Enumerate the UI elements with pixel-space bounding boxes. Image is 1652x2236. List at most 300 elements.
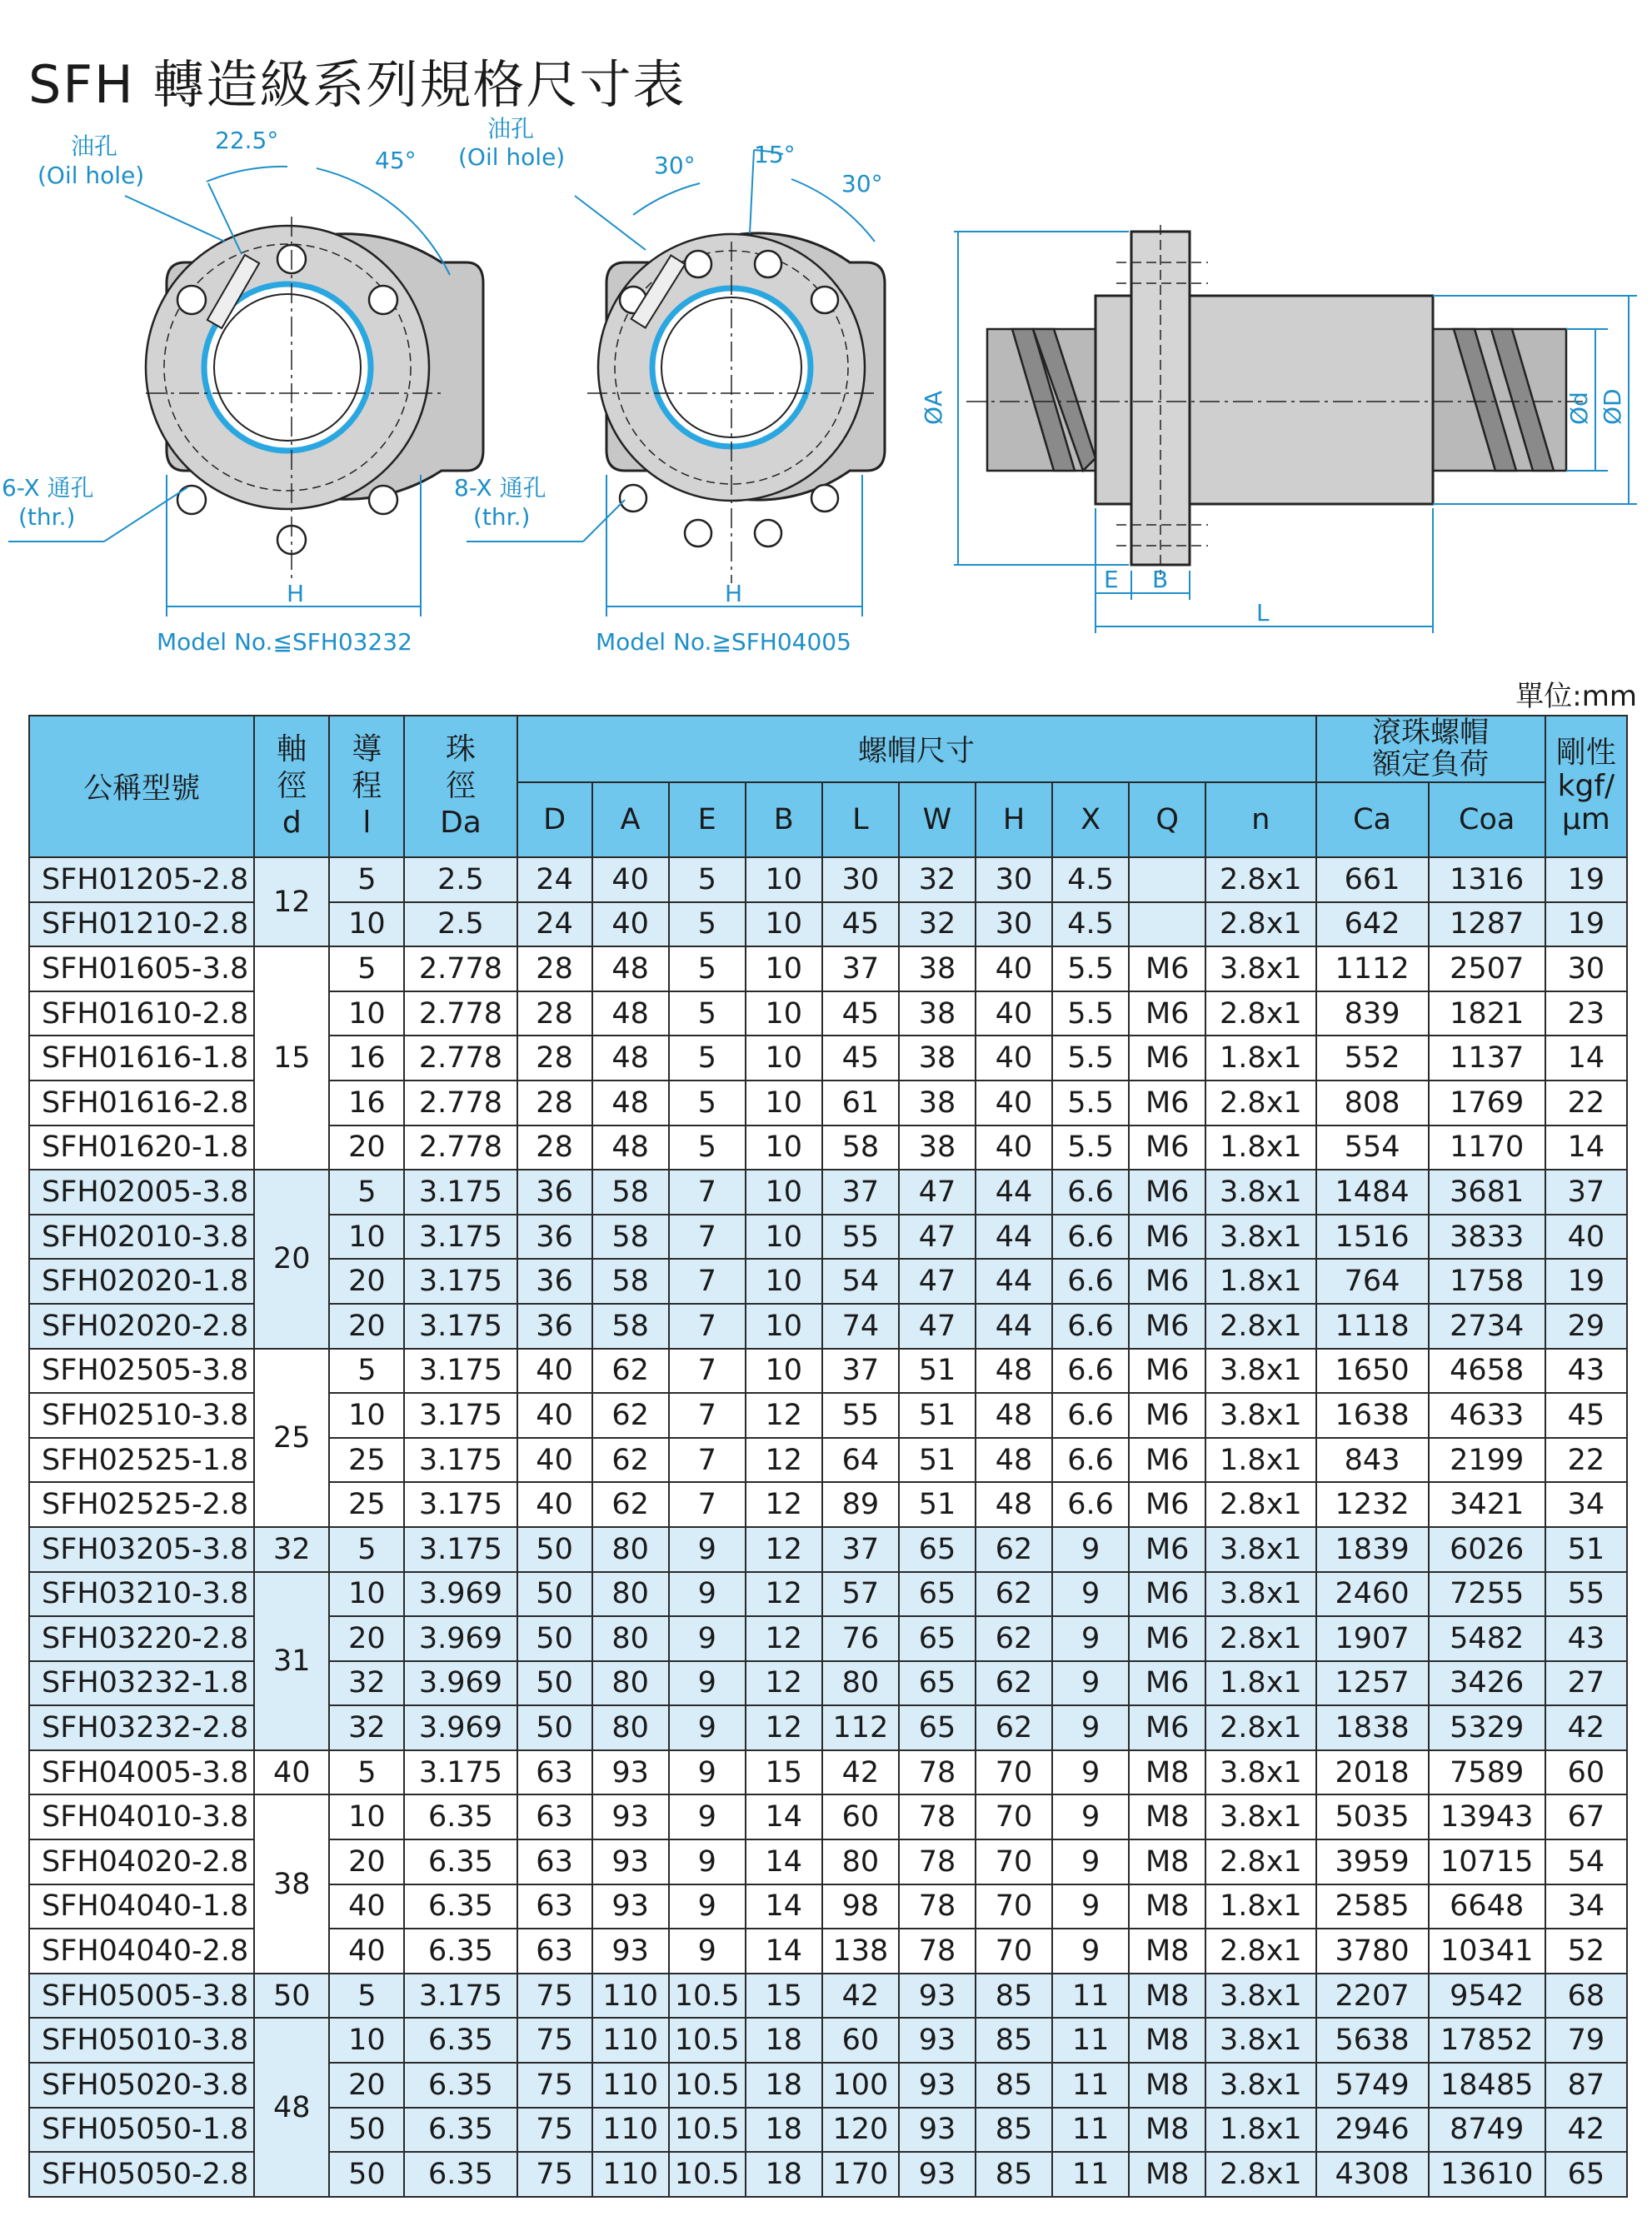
- nut-d-cell: 75: [517, 2018, 592, 2063]
- ball-diameter-cell: 3.969: [404, 1572, 517, 1617]
- nut-a-cell: 40: [592, 902, 669, 947]
- nut-h-cell: 70: [976, 1750, 1052, 1795]
- e-dimension-label: E: [1104, 566, 1119, 593]
- nut-h-cell: 48: [976, 1349, 1052, 1394]
- rigidity-cell: 54: [1545, 1839, 1627, 1884]
- nut-a-cell: 62: [592, 1349, 669, 1394]
- lead-cell: 5: [329, 1349, 404, 1394]
- nut-w-cell: 93: [899, 2108, 976, 2153]
- model-number-cell: SFH03232-2.8: [29, 1705, 254, 1750]
- nut-q-cell: M6: [1129, 991, 1205, 1036]
- nut-b-cell: 12: [746, 1482, 822, 1527]
- lead-cell: 10: [329, 991, 404, 1036]
- table-row: [29, 1170, 1627, 1215]
- nut-e-cell: 5: [669, 1125, 746, 1170]
- nut-l-cell: 60: [822, 2018, 899, 2063]
- static-load-coa-cell: 7255: [1429, 1572, 1545, 1617]
- nut-x-cell: 6.6: [1052, 1438, 1129, 1483]
- ball-diameter-cell: 3.969: [404, 1705, 517, 1750]
- ball-diameter-cell: 2.778: [404, 1036, 517, 1081]
- rigidity-cell: 22: [1545, 1438, 1627, 1483]
- nut-q-cell: M6: [1129, 1572, 1205, 1617]
- header-shaft: [254, 716, 329, 857]
- nut-x-cell: 9: [1052, 1705, 1129, 1750]
- model-number-cell: SFH05050-2.8: [29, 2152, 254, 2197]
- nut-w-cell: 65: [899, 1705, 976, 1750]
- b-dimension-label: B: [1152, 566, 1169, 593]
- nut-x-cell: 11: [1052, 2063, 1129, 2108]
- nut-l-cell: 30: [822, 857, 899, 902]
- angle-30-label-b: 30°: [841, 170, 883, 197]
- ball-diameter-cell: 3.175: [404, 1974, 517, 2019]
- dynamic-load-ca-cell: 5035: [1316, 1794, 1429, 1839]
- nut-e-cell: 7: [669, 1215, 746, 1260]
- ball-diameter-cell: 6.35: [404, 2018, 517, 2063]
- nut-d-cell: 36: [517, 1215, 592, 1260]
- lead-cell: 5: [329, 857, 404, 902]
- nut-h-cell: 85: [976, 1974, 1052, 2019]
- nut-w-cell: 78: [899, 1884, 976, 1929]
- header-rigidity-line1: 剛性: [1555, 736, 1616, 770]
- nut-h-cell: 62: [976, 1661, 1052, 1706]
- nut-d-cell: 40: [517, 1393, 592, 1438]
- lead-cell: 32: [329, 1661, 404, 1706]
- nut-l-cell: 58: [822, 1125, 899, 1170]
- nut-l-cell: 74: [822, 1304, 899, 1349]
- ball-diameter-cell: 3.175: [404, 1750, 517, 1795]
- nut-w-cell: 38: [899, 991, 976, 1036]
- model-number-cell: SFH01616-2.8: [29, 1081, 254, 1125]
- nut-q-cell: M6: [1129, 1527, 1205, 1572]
- rigidity-cell: 22: [1545, 1081, 1627, 1125]
- nut-b-cell: 10: [746, 1036, 822, 1081]
- nut-b-cell: 10: [746, 857, 822, 902]
- header-nut-dimensions: 螺帽尺寸: [517, 716, 1316, 782]
- static-load-coa-cell: 1769: [1429, 1081, 1545, 1125]
- model-number-cell: SFH05050-1.8: [29, 2108, 254, 2153]
- ball-diameter-cell: 3.175: [404, 1304, 517, 1349]
- nut-w-cell: 51: [899, 1438, 976, 1483]
- nut-x-cell: 5.5: [1052, 946, 1129, 991]
- ball-diameter-cell: 6.35: [404, 2108, 517, 2153]
- dynamic-load-ca-cell: 661: [1316, 857, 1429, 902]
- lead-cell: 40: [329, 1929, 404, 1974]
- nut-x-cell: 6.6: [1052, 1170, 1129, 1215]
- header-rigidity: [1545, 716, 1627, 857]
- rigidity-cell: 45: [1545, 1393, 1627, 1438]
- nut-e-cell: 10.5: [669, 2152, 746, 2197]
- nut-x-cell: 6.6: [1052, 1482, 1129, 1527]
- nut-n-cell: 2.8x1: [1205, 1705, 1315, 1750]
- dynamic-load-ca-cell: 1650: [1316, 1349, 1429, 1394]
- nut-b-cell: 15: [746, 1974, 822, 2019]
- nut-n-cell: 2.8x1: [1205, 1839, 1315, 1884]
- lead-cell: 10: [329, 1215, 404, 1260]
- nut-h-cell: 40: [976, 991, 1052, 1036]
- model-number-cell: SFH02010-3.8: [29, 1215, 254, 1260]
- nut-l-cell: 80: [822, 1661, 899, 1706]
- dynamic-load-ca-cell: 1112: [1316, 946, 1429, 991]
- nut-q-cell: M6: [1129, 1125, 1205, 1170]
- static-load-coa-cell: 1821: [1429, 991, 1545, 1036]
- header-nut-w: W: [899, 782, 976, 857]
- nut-n-cell: 2.8x1: [1205, 1304, 1315, 1349]
- header-nut-b: B: [746, 782, 822, 857]
- nut-b-cell: 12: [746, 1572, 822, 1617]
- dynamic-load-ca-cell: 839: [1316, 991, 1429, 1036]
- lead-cell: 25: [329, 1482, 404, 1527]
- nut-d-cell: 50: [517, 1705, 592, 1750]
- rigidity-cell: 29: [1545, 1304, 1627, 1349]
- nut-l-cell: 138: [822, 1929, 899, 1974]
- dynamic-load-ca-cell: 554: [1316, 1125, 1429, 1170]
- rigidity-cell: 19: [1545, 902, 1627, 947]
- nut-b-cell: 18: [746, 2152, 822, 2197]
- nut-w-cell: 32: [899, 902, 976, 947]
- dynamic-load-ca-cell: 1516: [1316, 1215, 1429, 1260]
- nut-e-cell: 7: [669, 1393, 746, 1438]
- model-number-cell: SFH03210-3.8: [29, 1572, 254, 1617]
- dynamic-load-ca-cell: 642: [1316, 902, 1429, 947]
- dynamic-load-ca-cell: 1484: [1316, 1170, 1429, 1215]
- model-number-cell: SFH03232-1.8: [29, 1661, 254, 1706]
- nut-n-cell: 1.8x1: [1205, 1438, 1315, 1483]
- ball-diameter-cell: 2.778: [404, 1081, 517, 1125]
- nut-b-cell: 18: [746, 2018, 822, 2063]
- nut-q-cell: M6: [1129, 946, 1205, 991]
- model-number-cell: SFH01210-2.8: [29, 902, 254, 947]
- nut-x-cell: 6.6: [1052, 1215, 1129, 1260]
- nut-e-cell: 9: [669, 1929, 746, 1974]
- nut-d-cell: 40: [517, 1482, 592, 1527]
- header-ball-line2: 徑: [445, 769, 476, 803]
- nut-q-cell: M6: [1129, 1349, 1205, 1394]
- nut-x-cell: 5.5: [1052, 1081, 1129, 1125]
- nut-q-cell: M6: [1129, 1215, 1205, 1260]
- static-load-coa-cell: 17852: [1429, 2018, 1545, 2063]
- rigidity-cell: 52: [1545, 1929, 1627, 1974]
- nut-b-cell: 12: [746, 1705, 822, 1750]
- ball-diameter-cell: 6.35: [404, 1929, 517, 1974]
- nut-h-cell: 70: [976, 1839, 1052, 1884]
- nut-w-cell: 65: [899, 1661, 976, 1706]
- nut-x-cell: 9: [1052, 1884, 1129, 1929]
- nut-w-cell: 51: [899, 1393, 976, 1438]
- model-number-cell: SFH04040-2.8: [29, 1929, 254, 1974]
- l-dimension-label: L: [1256, 599, 1270, 626]
- flange-front-view-8-hole: [454, 117, 885, 656]
- nut-n-cell: 3.8x1: [1205, 2063, 1315, 2108]
- rigidity-cell: 27: [1545, 1661, 1627, 1706]
- header-load-coa: Coa: [1429, 782, 1545, 857]
- rigidity-cell: 51: [1545, 1527, 1627, 1572]
- nut-l-cell: 37: [822, 946, 899, 991]
- static-load-coa-cell: 13943: [1429, 1794, 1545, 1839]
- nut-n-cell: 1.8x1: [1205, 2108, 1315, 2153]
- header-nut-d: D: [517, 782, 592, 857]
- nut-b-cell: 12: [746, 1616, 822, 1661]
- lead-cell: 5: [329, 1527, 404, 1572]
- lead-cell: 50: [329, 2152, 404, 2197]
- lead-cell: 10: [329, 2018, 404, 2063]
- nut-l-cell: 57: [822, 1572, 899, 1617]
- nut-a-cell: 110: [592, 1974, 669, 2019]
- dynamic-load-ca-cell: 3780: [1316, 1929, 1429, 1974]
- nut-x-cell: 4.5: [1052, 857, 1129, 902]
- nut-a-cell: 58: [592, 1259, 669, 1304]
- rigidity-cell: 55: [1545, 1572, 1627, 1617]
- nut-e-cell: 10.5: [669, 2108, 746, 2153]
- nut-e-cell: 5: [669, 902, 746, 947]
- nut-d-cell: 28: [517, 1081, 592, 1125]
- rigidity-cell: 19: [1545, 857, 1627, 902]
- nut-n-cell: 3.8x1: [1205, 1974, 1315, 2019]
- nut-w-cell: 93: [899, 1974, 976, 2019]
- static-load-coa-cell: 6026: [1429, 1527, 1545, 1572]
- nut-e-cell: 5: [669, 1081, 746, 1125]
- nut-h-cell: 44: [976, 1304, 1052, 1349]
- nut-a-cell: 62: [592, 1482, 669, 1527]
- spec-table: [28, 715, 1628, 2198]
- lead-cell: 16: [329, 1081, 404, 1125]
- rigidity-cell: 34: [1545, 1884, 1627, 1929]
- nut-b-cell: 12: [746, 1438, 822, 1483]
- nut-e-cell: 7: [669, 1304, 746, 1349]
- static-load-coa-cell: 3681: [1429, 1170, 1545, 1215]
- model-number-cell: SFH03220-2.8: [29, 1616, 254, 1661]
- nut-q-cell: M6: [1129, 1036, 1205, 1081]
- ball-screw-side-view: [920, 225, 1637, 633]
- nut-n-cell: 2.8x1: [1205, 991, 1315, 1036]
- thru-hole-label-en-2: (thr.): [473, 503, 531, 531]
- nut-q-cell: M6: [1129, 1438, 1205, 1483]
- header-shaft-line2: 徑: [277, 769, 307, 803]
- ball-diameter-cell: 2.778: [404, 946, 517, 991]
- rigidity-cell: 68: [1545, 1974, 1627, 2019]
- nut-w-cell: 38: [899, 1125, 976, 1170]
- static-load-coa-cell: 1170: [1429, 1125, 1545, 1170]
- rigidity-cell: 14: [1545, 1036, 1627, 1081]
- nut-l-cell: 80: [822, 1839, 899, 1884]
- nut-x-cell: 6.6: [1052, 1304, 1129, 1349]
- nut-a-cell: 93: [592, 1839, 669, 1884]
- nut-a-cell: 62: [592, 1393, 669, 1438]
- nut-b-cell: 10: [746, 1215, 822, 1260]
- nut-q-cell: M8: [1129, 1884, 1205, 1929]
- nut-h-cell: 40: [976, 1036, 1052, 1081]
- header-nut-l: L: [822, 782, 899, 857]
- static-load-coa-cell: 2199: [1429, 1438, 1545, 1483]
- nut-b-cell: 15: [746, 1750, 822, 1795]
- nut-h-cell: 85: [976, 2108, 1052, 2153]
- nut-a-cell: 58: [592, 1170, 669, 1215]
- nut-e-cell: 7: [669, 1438, 746, 1483]
- nut-n-cell: 3.8x1: [1205, 1170, 1315, 1215]
- ball-diameter-cell: 2.5: [404, 902, 517, 947]
- rigidity-cell: 67: [1545, 1794, 1627, 1839]
- header-model: 公稱型號: [29, 716, 254, 857]
- header-nut-x: X: [1052, 782, 1129, 857]
- nut-a-cell: 80: [592, 1527, 669, 1572]
- nut-w-cell: 93: [899, 2152, 976, 2197]
- nut-w-cell: 65: [899, 1527, 976, 1572]
- model-number-cell: SFH02020-2.8: [29, 1304, 254, 1349]
- nut-d-cell: 24: [517, 902, 592, 947]
- nut-e-cell: 7: [669, 1170, 746, 1215]
- table-row: [29, 1349, 1627, 1394]
- nut-e-cell: 5: [669, 1036, 746, 1081]
- nut-a-cell: 80: [592, 1661, 669, 1706]
- h-dimension-label-2: H: [725, 580, 743, 607]
- nut-w-cell: 78: [899, 1929, 976, 1974]
- nut-e-cell: 9: [669, 1572, 746, 1617]
- nut-d-cell: 28: [517, 946, 592, 991]
- nut-a-cell: 93: [592, 1794, 669, 1839]
- nut-x-cell: 6.6: [1052, 1259, 1129, 1304]
- nut-b-cell: 10: [746, 902, 822, 947]
- header-load-ca: Ca: [1316, 782, 1429, 857]
- static-load-coa-cell: 5482: [1429, 1616, 1545, 1661]
- dynamic-load-ca-cell: 3959: [1316, 1839, 1429, 1884]
- nut-x-cell: 5.5: [1052, 991, 1129, 1036]
- lead-cell: 20: [329, 2063, 404, 2108]
- ball-diameter-cell: 6.35: [404, 2063, 517, 2108]
- dynamic-load-ca-cell: 1839: [1316, 1527, 1429, 1572]
- nut-x-cell: 9: [1052, 1527, 1129, 1572]
- nut-x-cell: 11: [1052, 2108, 1129, 2153]
- nut-d-cell: 50: [517, 1527, 592, 1572]
- model-number-cell: SFH04040-1.8: [29, 1884, 254, 1929]
- lead-cell: 10: [329, 1572, 404, 1617]
- lead-cell: 20: [329, 1125, 404, 1170]
- nut-h-cell: 30: [976, 857, 1052, 902]
- nut-n-cell: 3.8x1: [1205, 2018, 1315, 2063]
- nut-l-cell: 55: [822, 1215, 899, 1260]
- angle-15-label: 15°: [754, 141, 796, 168]
- nut-b-cell: 12: [746, 1527, 822, 1572]
- lead-cell: 20: [329, 1259, 404, 1304]
- shaft-diameter-cell: 15: [254, 946, 329, 1170]
- ball-diameter-cell: 3.969: [404, 1616, 517, 1661]
- static-load-coa-cell: 3421: [1429, 1482, 1545, 1527]
- nut-x-cell: 6.6: [1052, 1393, 1129, 1438]
- ball-diameter-cell: 2.778: [404, 1125, 517, 1170]
- dynamic-load-ca-cell: 2207: [1316, 1974, 1429, 2019]
- model-number-cell: SFH01610-2.8: [29, 991, 254, 1036]
- lead-cell: 10: [329, 1794, 404, 1839]
- static-load-coa-cell: 2507: [1429, 946, 1545, 991]
- dynamic-load-ca-cell: 1257: [1316, 1661, 1429, 1706]
- model-number-cell: SFH01616-1.8: [29, 1036, 254, 1081]
- nut-d-cell: 63: [517, 1929, 592, 1974]
- nut-d-cell: 50: [517, 1616, 592, 1661]
- nut-q-cell: M8: [1129, 2108, 1205, 2153]
- model-note-left: Model No.≦SFH03232: [157, 628, 412, 656]
- nut-d-cell: 63: [517, 1794, 592, 1839]
- dynamic-load-ca-cell: 1232: [1316, 1482, 1429, 1527]
- dynamic-load-ca-cell: 1907: [1316, 1616, 1429, 1661]
- nut-e-cell: 9: [669, 1527, 746, 1572]
- nut-l-cell: 54: [822, 1259, 899, 1304]
- nut-l-cell: 55: [822, 1393, 899, 1438]
- nut-w-cell: 65: [899, 1616, 976, 1661]
- nut-l-cell: 37: [822, 1527, 899, 1572]
- ball-diameter-cell: 6.35: [404, 1839, 517, 1884]
- nut-a-cell: 110: [592, 2152, 669, 2197]
- nut-w-cell: 47: [899, 1170, 976, 1215]
- angle-30-label-a: 30°: [654, 152, 696, 179]
- nut-e-cell: 5: [669, 991, 746, 1036]
- nut-b-cell: 10: [746, 1304, 822, 1349]
- nut-l-cell: 112: [822, 1705, 899, 1750]
- header-ball-line1: 珠: [445, 732, 476, 766]
- nut-n-cell: 1.8x1: [1205, 1661, 1315, 1706]
- nut-q-cell: M8: [1129, 1929, 1205, 1974]
- nut-n-cell: 2.8x1: [1205, 1482, 1315, 1527]
- nut-l-cell: 45: [822, 991, 899, 1036]
- nut-d-cell: 28: [517, 1125, 592, 1170]
- nut-q-cell: M8: [1129, 2063, 1205, 2108]
- nut-a-cell: 80: [592, 1572, 669, 1617]
- nut-h-cell: 48: [976, 1393, 1052, 1438]
- nut-w-cell: 78: [899, 1750, 976, 1795]
- nut-q-cell: M8: [1129, 1839, 1205, 1884]
- shaft-diameter-cell: 38: [254, 1794, 329, 1973]
- nut-n-cell: 2.8x1: [1205, 1081, 1315, 1125]
- nut-q-cell: M8: [1129, 1794, 1205, 1839]
- nut-d-cell: 75: [517, 1974, 592, 2019]
- model-number-cell: SFH02020-1.8: [29, 1259, 254, 1304]
- oil-hole-label-cn: 油孔: [71, 132, 118, 160]
- header-load-line1: 滾珠螺帽: [1372, 716, 1490, 750]
- lead-cell: 10: [329, 902, 404, 947]
- nut-e-cell: 7: [669, 1259, 746, 1304]
- static-load-coa-cell: 6648: [1429, 1884, 1545, 1929]
- nut-d-cell: 50: [517, 1661, 592, 1706]
- nut-q-cell: M6: [1129, 1081, 1205, 1125]
- oil-hole-label-cn-2: 油孔: [487, 117, 535, 142]
- nut-d-cell: 28: [517, 1036, 592, 1081]
- nut-d-cell: 75: [517, 2108, 592, 2153]
- dia-a-label: ØA: [920, 390, 947, 425]
- nut-w-cell: 93: [899, 2063, 976, 2108]
- nut-d-cell: 75: [517, 2152, 592, 2197]
- nut-a-cell: 80: [592, 1705, 669, 1750]
- table-row: [29, 1572, 1627, 1617]
- dia-d-small-label: Ød: [1565, 392, 1593, 425]
- ball-diameter-cell: 3.175: [404, 1215, 517, 1260]
- rigidity-cell: 37: [1545, 1170, 1627, 1215]
- nut-x-cell: 5.5: [1052, 1036, 1129, 1081]
- nut-e-cell: 9: [669, 1839, 746, 1884]
- nut-a-cell: 48: [592, 991, 669, 1036]
- nut-h-cell: 85: [976, 2152, 1052, 2197]
- rigidity-cell: 79: [1545, 2018, 1627, 2063]
- flange-front-view-6-hole: [2, 127, 483, 656]
- header-lead-line3: l: [362, 806, 372, 840]
- dynamic-load-ca-cell: 1838: [1316, 1705, 1429, 1750]
- nut-q-cell: M6: [1129, 1304, 1205, 1349]
- nut-l-cell: 120: [822, 2108, 899, 2153]
- model-number-cell: SFH02005-3.8: [29, 1170, 254, 1215]
- dia-d-big-label: ØD: [1599, 388, 1626, 425]
- thru-hole-label-en: (thr.): [18, 503, 76, 531]
- lead-cell: 20: [329, 1304, 404, 1349]
- rigidity-cell: 60: [1545, 1750, 1627, 1795]
- shaft-diameter-cell: 31: [254, 1572, 329, 1750]
- nut-n-cell: 3.8x1: [1205, 1215, 1315, 1260]
- nut-w-cell: 78: [899, 1839, 976, 1884]
